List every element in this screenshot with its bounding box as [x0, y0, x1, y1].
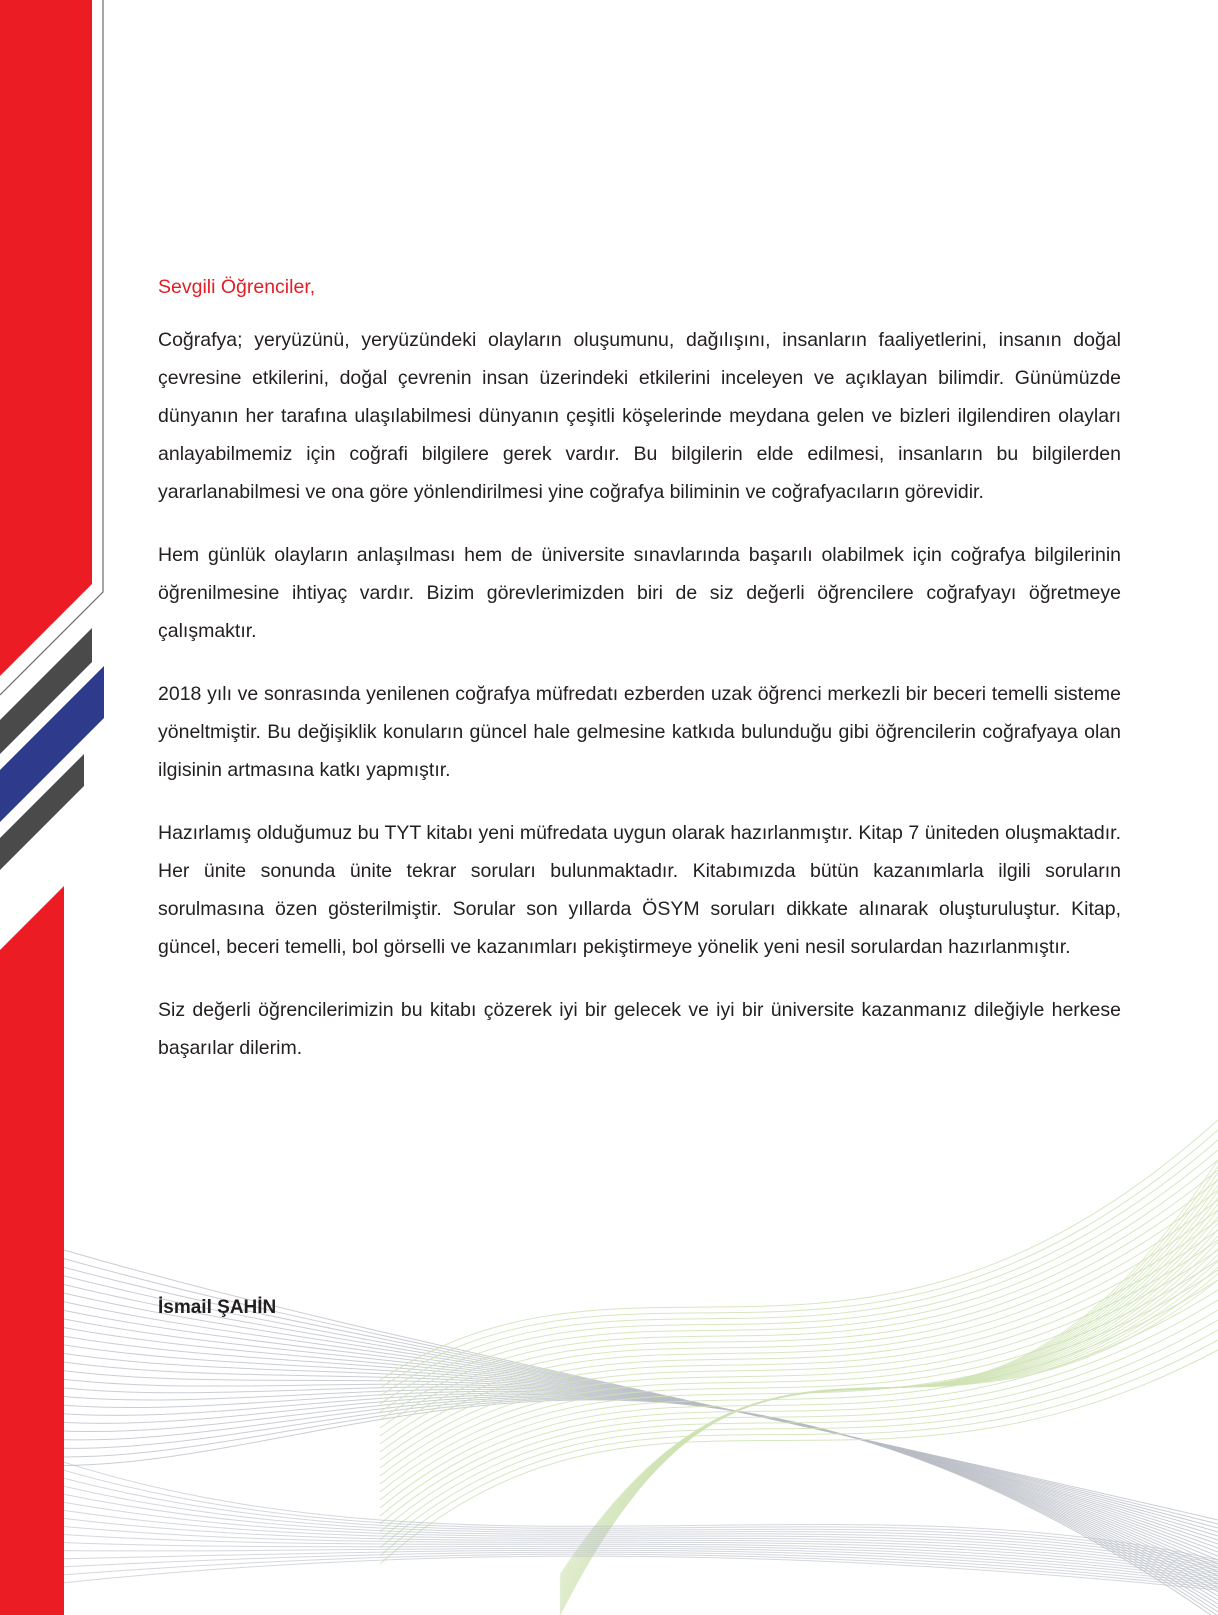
red-band-bottom — [0, 886, 64, 1615]
letter-paragraph: Hem günlük olayların anlaşılması hem de üniversite sınavlarında başarılı olabilmek için coğrafya bilgilerinin öğrenilmesine ihtiyaç vardır. Bizim görevlerimizden biri de siz değerli öğrencilere coğrafyayı öğretmeye çalışmaktır. — [158, 544, 1121, 642]
wave-line — [30, 1312, 1218, 1552]
letter-greeting: Sevgili Öğrenciler, — [158, 276, 316, 298]
red-band-top — [0, 0, 92, 676]
wave-line — [0, 1554, 1218, 1588]
letter-body — [158, 268, 1121, 1092]
wave-line — [0, 1548, 1218, 1582]
letter-paragraph: 2018 yılı ve sonrasında yenilenen coğrafya müfredatı ezberden uzak öğrenci merkezli bir beceri temelli sisteme yöneltmiştir. Bu değişiklik konuların güncel hale gelmesine katkıda bulunduğu gibi öğrencilerin coğrafyaya olan ilgisinin artmasına katkı yapmıştır. — [158, 683, 1121, 781]
wave-line — [380, 1130, 1218, 1388]
letter-paragraph: Hazırlamış olduğumuz bu TYT kitabı yeni müfredata uygun olarak hazırlanmıştır. Kitap 7 üniteden oluşmaktadır. Her ünite sonunda ünite tekrar soruları bulunmaktadır. Kitabımızda bütün kazanımlarla ilgili soruların sorulmasına özen gösterilmiştir. Sorular son yıllarda ÖSYM soruları dikkate alınarak oluşturuluştur. Kitap, güncel, beceri temelli, bol görselli ve kazanımları pekiştirmeye yönelik yeni nesil sorulardan hazırlanmıştır. — [158, 822, 1121, 958]
wave-line-pattern — [0, 1120, 1218, 1615]
letter-paragraph: Siz değerli öğrencilerimizin bu kitabı çözerek iyi bir gelecek ve iyi bir üniversite kazanmanız dileğiyle herkese başarılar dilerim. — [158, 999, 1121, 1059]
author-signature: İsmail ŞAHİN — [158, 1297, 277, 1318]
wave-line — [380, 1180, 1218, 1428]
letter-paragraph: Coğrafya; yeryüzünü, yeryüzündeki olayların oluşumunu, dağılışını, insanların faaliyetlerini, insanın doğal çevresine etkilerini, doğal çevrenin insan üzerindeki etkilerini inceleyen ve açıklayan bilimdir. Günümüzde dünyanın her tarafına ulaşılabilmesi dünyanın çeşitli köşelerinde meydana gelen ve bizleri ilgilendiren olayları anlayabilmemiz için coğrafi bilgilere gerek vardır. Bu bilgilerin elde edilmesi, insanların bu bilgilerden yararlanabilmesi ve ona göre yönlendirilmesi yine coğrafya biliminin ve coğrafyacıların görevidir. — [158, 329, 1121, 503]
wave-line — [380, 1230, 1218, 1468]
